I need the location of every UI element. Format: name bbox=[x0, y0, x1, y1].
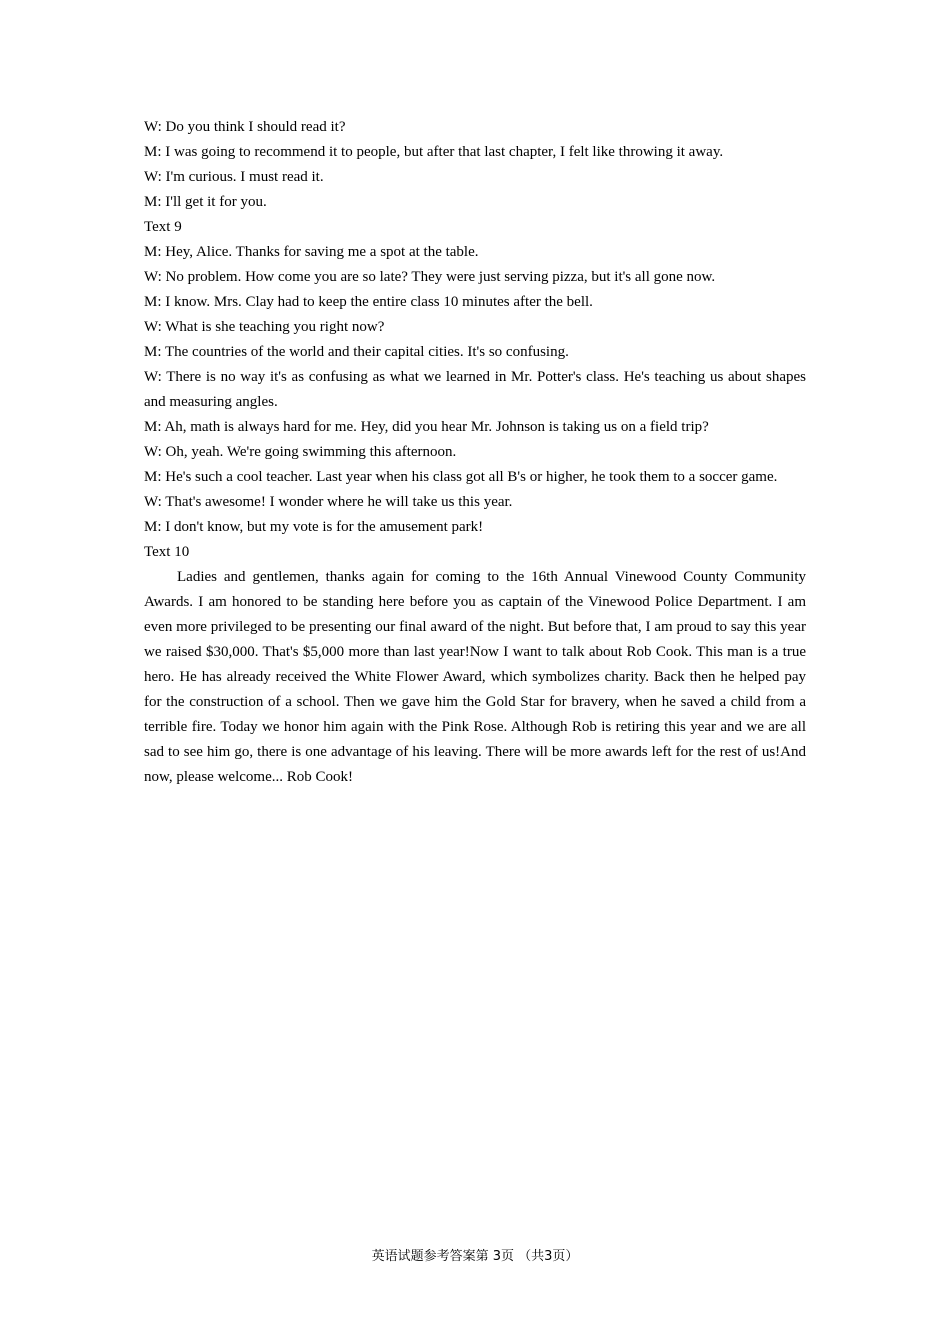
dialogue-line: W: No problem. How come you are so late? They were just serving pizza, but it's all gone now. bbox=[144, 269, 716, 285]
dialogue-line: M: Ah, math is always hard for me. Hey, did you hear Mr. Johnson is taking us on a field trip? bbox=[144, 419, 709, 435]
page-footer: 英语试题参考答案第 3页 （共3页） bbox=[371, 1249, 579, 1264]
dialogue-line: M: I was going to recommend it to people, but after that last chapter, I felt like throwing it away. bbox=[144, 144, 724, 160]
dialogue-line: W: There is no way it's as confusing as what we learned in Mr. Potter's class. He's teaching us about shapes and measuring angles. bbox=[144, 369, 806, 410]
section-heading-text9: Text 9 bbox=[144, 219, 182, 235]
dialogue-line: W: I'm curious. I must read it. bbox=[144, 169, 324, 185]
dialogue-line: M: The countries of the world and their capital cities. It's so confusing. bbox=[144, 344, 569, 360]
dialogue-line: W: Oh, yeah. We're going swimming this afternoon. bbox=[144, 444, 457, 460]
dialogue-line: M: I'll get it for you. bbox=[144, 194, 267, 210]
document-body bbox=[144, 115, 806, 790]
dialogue-line: W: That's awesome! I wonder where he will take us this year. bbox=[144, 494, 513, 510]
section-heading-text10: Text 10 bbox=[144, 544, 190, 560]
dialogue-line: M: He's such a cool teacher. Last year when his class got all B's or higher, he took them to a soccer game. bbox=[144, 469, 778, 485]
dialogue-line: M: Hey, Alice. Thanks for saving me a spot at the table. bbox=[144, 244, 479, 260]
dialogue-line: M: I know. Mrs. Clay had to keep the entire class 10 minutes after the bell. bbox=[144, 294, 593, 310]
dialogue-line: W: Do you think I should read it? bbox=[144, 119, 346, 135]
speech-paragraph: Ladies and gentlemen, thanks again for coming to the 16th Annual Vinewood County Community Awards. I am honored to be standing here before you as captain of the Vinewood Police Department. I am even more privileged to be presenting our final award of the night. But before that, I am proud to say this year we raised $30,000. That's $5,000 more than last year!Now I want to talk about Rob Cook. This man is a true hero. He has already received the White Flower Award, which symbolizes charity. Back then he helped pay for the construction of a school. Then we gave him the Gold Star for bravery, when he saved a child from a terrible fire. Today we honor him again with the Pink Rose. Although Rob is retiring this year and we are all sad to see him go, there is one advantage of his leaving. There will be more awards left for the rest of us!And now, please welcome... Rob Cook! bbox=[144, 569, 806, 785]
dialogue-line: M: I don't know, but my vote is for the amusement park! bbox=[144, 519, 484, 535]
dialogue-line: W: What is she teaching you right now? bbox=[144, 319, 385, 335]
